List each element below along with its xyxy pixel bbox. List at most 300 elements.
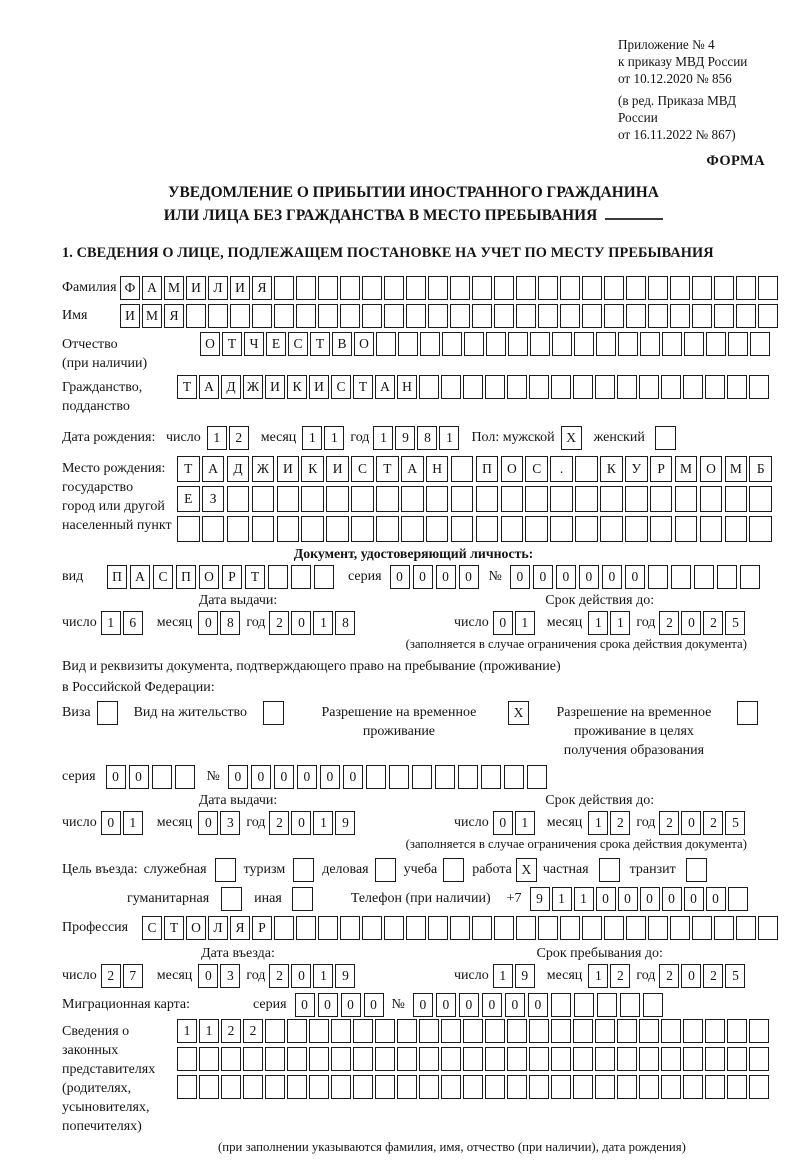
char-cell[interactable] [618, 332, 638, 356]
char-cell[interactable] [675, 486, 698, 512]
char-cell[interactable]: 0 [291, 811, 311, 835]
char-cell[interactable] [662, 332, 682, 356]
char-cell[interactable] [406, 304, 426, 328]
char-cell[interactable] [476, 516, 499, 542]
char-cell[interactable] [177, 1075, 197, 1099]
char-cell[interactable]: 0 [459, 565, 479, 589]
char-cell[interactable]: 1 [515, 611, 535, 635]
char-cell[interactable]: 9 [335, 964, 355, 988]
char-cell[interactable] [692, 916, 712, 940]
char-cell[interactable] [435, 765, 455, 789]
char-cell[interactable] [309, 1075, 329, 1099]
char-cell[interactable] [639, 375, 659, 399]
char-cell[interactable] [705, 1019, 725, 1043]
char-cell[interactable]: 5 [725, 611, 745, 635]
char-cell[interactable] [551, 1019, 571, 1043]
char-cell[interactable]: Ж [252, 456, 275, 482]
char-cell[interactable]: 8 [335, 611, 355, 635]
char-cell[interactable] [428, 304, 448, 328]
char-cell[interactable] [749, 1047, 769, 1071]
char-cell[interactable] [508, 332, 528, 356]
char-cell[interactable]: 9 [335, 811, 355, 835]
char-cell[interactable]: Р [650, 456, 673, 482]
char-cell[interactable] [714, 276, 734, 300]
char-cell[interactable]: 1 [123, 811, 143, 835]
char-cell[interactable]: 2 [703, 611, 723, 635]
char-cell[interactable] [340, 276, 360, 300]
char-cell[interactable]: 3 [220, 964, 240, 988]
char-cell[interactable]: Н [426, 456, 449, 482]
char-cell[interactable]: 5 [725, 964, 745, 988]
char-cell[interactable] [384, 304, 404, 328]
char-cell[interactable] [331, 1075, 351, 1099]
char-cell[interactable]: 0 [684, 887, 704, 911]
char-cell[interactable]: К [301, 456, 324, 482]
char-cell[interactable] [736, 276, 756, 300]
char-cell[interactable] [287, 1075, 307, 1099]
char-cell[interactable] [362, 916, 382, 940]
char-cell[interactable]: 1 [177, 1019, 197, 1043]
char-cell[interactable] [727, 1047, 747, 1071]
char-cell[interactable] [573, 1047, 593, 1071]
char-cell[interactable]: К [600, 456, 623, 482]
char-cell[interactable] [376, 332, 396, 356]
char-cell[interactable]: 1 [610, 611, 630, 635]
char-cell[interactable] [494, 304, 514, 328]
char-cell[interactable] [639, 1075, 659, 1099]
char-cell[interactable] [700, 516, 723, 542]
char-cell[interactable] [670, 276, 690, 300]
char-cell[interactable] [375, 1019, 395, 1043]
char-cell[interactable]: . [550, 456, 573, 482]
char-cell[interactable] [595, 1019, 615, 1043]
char-cell[interactable]: 1 [515, 811, 535, 835]
char-cell[interactable]: Ф [120, 276, 140, 300]
char-cell[interactable] [451, 516, 474, 542]
char-cell[interactable] [516, 916, 536, 940]
char-cell[interactable] [551, 993, 571, 1017]
temp-permit-checkbox[interactable]: X [508, 701, 529, 725]
char-cell[interactable]: Л [208, 916, 228, 940]
char-cell[interactable] [221, 1047, 241, 1071]
char-cell[interactable]: С [153, 565, 173, 589]
char-cell[interactable] [397, 1019, 417, 1043]
char-cell[interactable] [671, 565, 691, 589]
char-cell[interactable]: 0 [625, 565, 645, 589]
char-cell[interactable] [451, 486, 474, 512]
char-cell[interactable] [573, 1019, 593, 1043]
char-cell[interactable] [648, 304, 668, 328]
char-cell[interactable] [749, 516, 772, 542]
char-cell[interactable] [643, 993, 663, 1017]
char-cell[interactable] [301, 516, 324, 542]
char-cell[interactable]: И [230, 276, 250, 300]
char-cell[interactable] [301, 486, 324, 512]
char-cell[interactable] [625, 516, 648, 542]
char-cell[interactable] [714, 304, 734, 328]
char-cell[interactable]: 1 [574, 887, 594, 911]
char-cell[interactable] [353, 1019, 373, 1043]
char-cell[interactable] [626, 304, 646, 328]
char-cell[interactable]: 1 [588, 811, 608, 835]
char-cell[interactable] [351, 486, 374, 512]
char-cell[interactable]: 9 [530, 887, 550, 911]
char-cell[interactable] [525, 516, 548, 542]
char-cell[interactable] [595, 1047, 615, 1071]
char-cell[interactable] [318, 304, 338, 328]
char-cell[interactable] [472, 304, 492, 328]
char-cell[interactable] [296, 916, 316, 940]
char-cell[interactable] [625, 486, 648, 512]
char-cell[interactable] [683, 375, 703, 399]
char-cell[interactable] [265, 1075, 285, 1099]
char-cell[interactable] [376, 486, 399, 512]
char-cell[interactable]: О [700, 456, 723, 482]
char-cell[interactable] [441, 375, 461, 399]
char-cell[interactable] [419, 1075, 439, 1099]
char-cell[interactable]: О [199, 565, 219, 589]
char-cell[interactable]: Ч [244, 332, 264, 356]
char-cell[interactable]: 2 [610, 964, 630, 988]
char-cell[interactable] [538, 916, 558, 940]
char-cell[interactable]: А [199, 375, 219, 399]
char-cell[interactable]: 0 [579, 565, 599, 589]
char-cell[interactable] [419, 1019, 439, 1043]
char-cell[interactable] [274, 916, 294, 940]
char-cell[interactable]: И [309, 375, 329, 399]
char-cell[interactable]: И [186, 276, 206, 300]
char-cell[interactable] [485, 375, 505, 399]
char-cell[interactable] [419, 1047, 439, 1071]
char-cell[interactable] [464, 332, 484, 356]
char-cell[interactable]: 1 [493, 964, 513, 988]
char-cell[interactable] [640, 332, 660, 356]
purpose-tourism-checkbox[interactable] [293, 858, 314, 882]
char-cell[interactable]: 0 [320, 765, 340, 789]
char-cell[interactable]: 2 [101, 964, 121, 988]
char-cell[interactable] [186, 304, 206, 328]
char-cell[interactable] [208, 304, 228, 328]
char-cell[interactable] [661, 375, 681, 399]
char-cell[interactable]: Е [266, 332, 286, 356]
char-cell[interactable] [749, 1019, 769, 1043]
char-cell[interactable] [683, 1075, 703, 1099]
char-cell[interactable]: 0 [318, 993, 338, 1017]
char-cell[interactable]: Т [376, 456, 399, 482]
char-cell[interactable] [705, 375, 725, 399]
char-cell[interactable] [243, 1047, 263, 1071]
char-cell[interactable] [675, 516, 698, 542]
char-cell[interactable] [700, 486, 723, 512]
char-cell[interactable]: 0 [106, 765, 126, 789]
char-cell[interactable] [725, 486, 748, 512]
char-cell[interactable]: 0 [662, 887, 682, 911]
char-cell[interactable]: 1 [302, 426, 322, 450]
char-cell[interactable]: 0 [198, 611, 218, 635]
char-cell[interactable] [582, 276, 602, 300]
char-cell[interactable] [727, 1075, 747, 1099]
char-cell[interactable] [574, 993, 594, 1017]
char-cell[interactable]: 0 [640, 887, 660, 911]
char-cell[interactable]: Е [177, 486, 200, 512]
char-cell[interactable] [750, 332, 770, 356]
char-cell[interactable]: 9 [395, 426, 415, 450]
char-cell[interactable] [661, 1047, 681, 1071]
char-cell[interactable]: 5 [725, 811, 745, 835]
char-cell[interactable]: Т [353, 375, 373, 399]
char-cell[interactable]: А [375, 375, 395, 399]
char-cell[interactable] [450, 916, 470, 940]
char-cell[interactable] [252, 516, 275, 542]
char-cell[interactable]: 0 [297, 765, 317, 789]
char-cell[interactable] [617, 1047, 637, 1071]
char-cell[interactable] [458, 765, 478, 789]
char-cell[interactable] [309, 1019, 329, 1043]
char-cell[interactable] [507, 1075, 527, 1099]
char-cell[interactable] [725, 516, 748, 542]
char-cell[interactable] [221, 1075, 241, 1099]
char-cell[interactable] [463, 1019, 483, 1043]
char-cell[interactable] [575, 456, 598, 482]
char-cell[interactable]: 0 [618, 887, 638, 911]
char-cell[interactable]: 0 [343, 765, 363, 789]
char-cell[interactable]: Т [222, 332, 242, 356]
char-cell[interactable]: 0 [291, 964, 311, 988]
char-cell[interactable]: А [401, 456, 424, 482]
char-cell[interactable] [529, 375, 549, 399]
char-cell[interactable]: Р [222, 565, 242, 589]
char-cell[interactable] [485, 1047, 505, 1071]
char-cell[interactable] [740, 565, 760, 589]
char-cell[interactable]: И [277, 456, 300, 482]
char-cell[interactable]: 0 [459, 993, 479, 1017]
char-cell[interactable] [481, 765, 501, 789]
char-cell[interactable] [277, 516, 300, 542]
char-cell[interactable] [291, 565, 311, 589]
char-cell[interactable] [574, 332, 594, 356]
char-cell[interactable] [401, 516, 424, 542]
char-cell[interactable] [650, 516, 673, 542]
char-cell[interactable] [600, 486, 623, 512]
char-cell[interactable] [451, 456, 474, 482]
char-cell[interactable] [494, 916, 514, 940]
char-cell[interactable]: 1 [199, 1019, 219, 1043]
char-cell[interactable] [575, 516, 598, 542]
char-cell[interactable]: 0 [602, 565, 622, 589]
char-cell[interactable] [227, 486, 250, 512]
char-cell[interactable] [177, 516, 200, 542]
char-cell[interactable]: К [287, 375, 307, 399]
char-cell[interactable] [326, 486, 349, 512]
char-cell[interactable] [318, 916, 338, 940]
char-cell[interactable]: 2 [269, 964, 289, 988]
char-cell[interactable]: 0 [274, 765, 294, 789]
char-cell[interactable] [419, 375, 439, 399]
char-cell[interactable] [463, 1047, 483, 1071]
char-cell[interactable]: Я [252, 276, 272, 300]
char-cell[interactable]: 0 [341, 993, 361, 1017]
char-cell[interactable] [441, 1075, 461, 1099]
char-cell[interactable]: У [625, 456, 648, 482]
char-cell[interactable] [463, 375, 483, 399]
char-cell[interactable]: 1 [101, 611, 121, 635]
char-cell[interactable] [758, 276, 778, 300]
char-cell[interactable]: 0 [413, 565, 433, 589]
char-cell[interactable] [728, 887, 748, 911]
char-cell[interactable] [309, 1047, 329, 1071]
char-cell[interactable] [472, 916, 492, 940]
char-cell[interactable] [705, 1047, 725, 1071]
char-cell[interactable]: О [186, 916, 206, 940]
char-cell[interactable] [384, 916, 404, 940]
char-cell[interactable] [202, 516, 225, 542]
char-cell[interactable]: 0 [295, 993, 315, 1017]
char-cell[interactable]: Т [164, 916, 184, 940]
char-cell[interactable] [749, 375, 769, 399]
char-cell[interactable] [384, 276, 404, 300]
char-cell[interactable] [426, 486, 449, 512]
char-cell[interactable]: С [142, 916, 162, 940]
char-cell[interactable]: 9 [515, 964, 535, 988]
purpose-official-checkbox[interactable] [215, 858, 236, 882]
char-cell[interactable]: О [501, 456, 524, 482]
char-cell[interactable] [230, 304, 250, 328]
residence-checkbox[interactable] [263, 701, 284, 725]
char-cell[interactable] [705, 1075, 725, 1099]
char-cell[interactable] [428, 916, 448, 940]
char-cell[interactable]: И [326, 456, 349, 482]
char-cell[interactable] [604, 916, 624, 940]
char-cell[interactable] [441, 1019, 461, 1043]
char-cell[interactable] [412, 765, 432, 789]
char-cell[interactable]: 1 [373, 426, 393, 450]
char-cell[interactable]: 8 [417, 426, 437, 450]
char-cell[interactable]: Я [164, 304, 184, 328]
char-cell[interactable] [604, 276, 624, 300]
char-cell[interactable] [501, 516, 524, 542]
char-cell[interactable] [683, 1019, 703, 1043]
char-cell[interactable]: Ж [243, 375, 263, 399]
char-cell[interactable] [476, 486, 499, 512]
char-cell[interactable] [420, 332, 440, 356]
char-cell[interactable] [450, 304, 470, 328]
purpose-work-checkbox[interactable]: X [516, 858, 537, 882]
char-cell[interactable] [617, 1075, 637, 1099]
char-cell[interactable]: Д [221, 375, 241, 399]
char-cell[interactable] [661, 1075, 681, 1099]
char-cell[interactable] [389, 765, 409, 789]
char-cell[interactable] [582, 304, 602, 328]
char-cell[interactable] [582, 916, 602, 940]
char-cell[interactable]: 0 [436, 565, 456, 589]
char-cell[interactable] [538, 276, 558, 300]
purpose-business-checkbox[interactable] [375, 858, 396, 882]
char-cell[interactable] [529, 1047, 549, 1071]
char-cell[interactable] [560, 916, 580, 940]
char-cell[interactable] [575, 486, 598, 512]
char-cell[interactable]: А [130, 565, 150, 589]
char-cell[interactable] [199, 1075, 219, 1099]
char-cell[interactable] [227, 516, 250, 542]
char-cell[interactable]: 1 [313, 611, 333, 635]
char-cell[interactable]: Т [245, 565, 265, 589]
char-cell[interactable] [597, 993, 617, 1017]
char-cell[interactable]: 0 [681, 611, 701, 635]
char-cell[interactable] [560, 304, 580, 328]
char-cell[interactable] [406, 276, 426, 300]
char-cell[interactable]: 0 [364, 993, 384, 1017]
char-cell[interactable]: 2 [659, 964, 679, 988]
char-cell[interactable] [199, 1047, 219, 1071]
char-cell[interactable]: 2 [269, 611, 289, 635]
char-cell[interactable] [749, 486, 772, 512]
char-cell[interactable] [274, 276, 294, 300]
char-cell[interactable]: 0 [482, 993, 502, 1017]
char-cell[interactable] [175, 765, 195, 789]
char-cell[interactable]: 0 [528, 993, 548, 1017]
char-cell[interactable] [375, 1047, 395, 1071]
char-cell[interactable] [550, 486, 573, 512]
char-cell[interactable]: Л [208, 276, 228, 300]
char-cell[interactable] [529, 1075, 549, 1099]
char-cell[interactable]: В [332, 332, 352, 356]
char-cell[interactable] [648, 565, 668, 589]
purpose-transit-checkbox[interactable] [686, 858, 707, 882]
char-cell[interactable]: П [176, 565, 196, 589]
char-cell[interactable] [296, 276, 316, 300]
char-cell[interactable] [397, 1047, 417, 1071]
char-cell[interactable] [366, 765, 386, 789]
char-cell[interactable] [507, 1019, 527, 1043]
char-cell[interactable]: М [725, 456, 748, 482]
char-cell[interactable] [758, 304, 778, 328]
char-cell[interactable]: 1 [313, 811, 333, 835]
char-cell[interactable]: 2 [610, 811, 630, 835]
char-cell[interactable] [296, 304, 316, 328]
char-cell[interactable] [639, 1019, 659, 1043]
char-cell[interactable]: 0 [436, 993, 456, 1017]
char-cell[interactable]: 2 [659, 611, 679, 635]
purpose-private-checkbox[interactable] [599, 858, 620, 882]
char-cell[interactable]: 0 [101, 811, 121, 835]
purpose-study-checkbox[interactable] [443, 858, 464, 882]
char-cell[interactable] [268, 565, 288, 589]
char-cell[interactable]: 0 [505, 993, 525, 1017]
char-cell[interactable]: 0 [129, 765, 149, 789]
char-cell[interactable] [362, 304, 382, 328]
char-cell[interactable] [529, 1019, 549, 1043]
char-cell[interactable] [595, 1075, 615, 1099]
female-checkbox[interactable] [655, 426, 676, 450]
char-cell[interactable] [353, 1047, 373, 1071]
char-cell[interactable] [626, 276, 646, 300]
char-cell[interactable]: О [354, 332, 374, 356]
char-cell[interactable] [265, 1047, 285, 1071]
char-cell[interactable] [617, 1019, 637, 1043]
char-cell[interactable]: Я [230, 916, 250, 940]
char-cell[interactable] [351, 516, 374, 542]
char-cell[interactable]: 0 [291, 611, 311, 635]
char-cell[interactable]: 0 [533, 565, 553, 589]
char-cell[interactable]: 1 [588, 611, 608, 635]
purpose-humanitarian-checkbox[interactable] [221, 887, 242, 911]
purpose-other-checkbox[interactable] [292, 887, 313, 911]
char-cell[interactable] [426, 516, 449, 542]
visa-checkbox[interactable] [97, 701, 118, 725]
char-cell[interactable]: М [142, 304, 162, 328]
char-cell[interactable]: 0 [596, 887, 616, 911]
char-cell[interactable] [463, 1075, 483, 1099]
